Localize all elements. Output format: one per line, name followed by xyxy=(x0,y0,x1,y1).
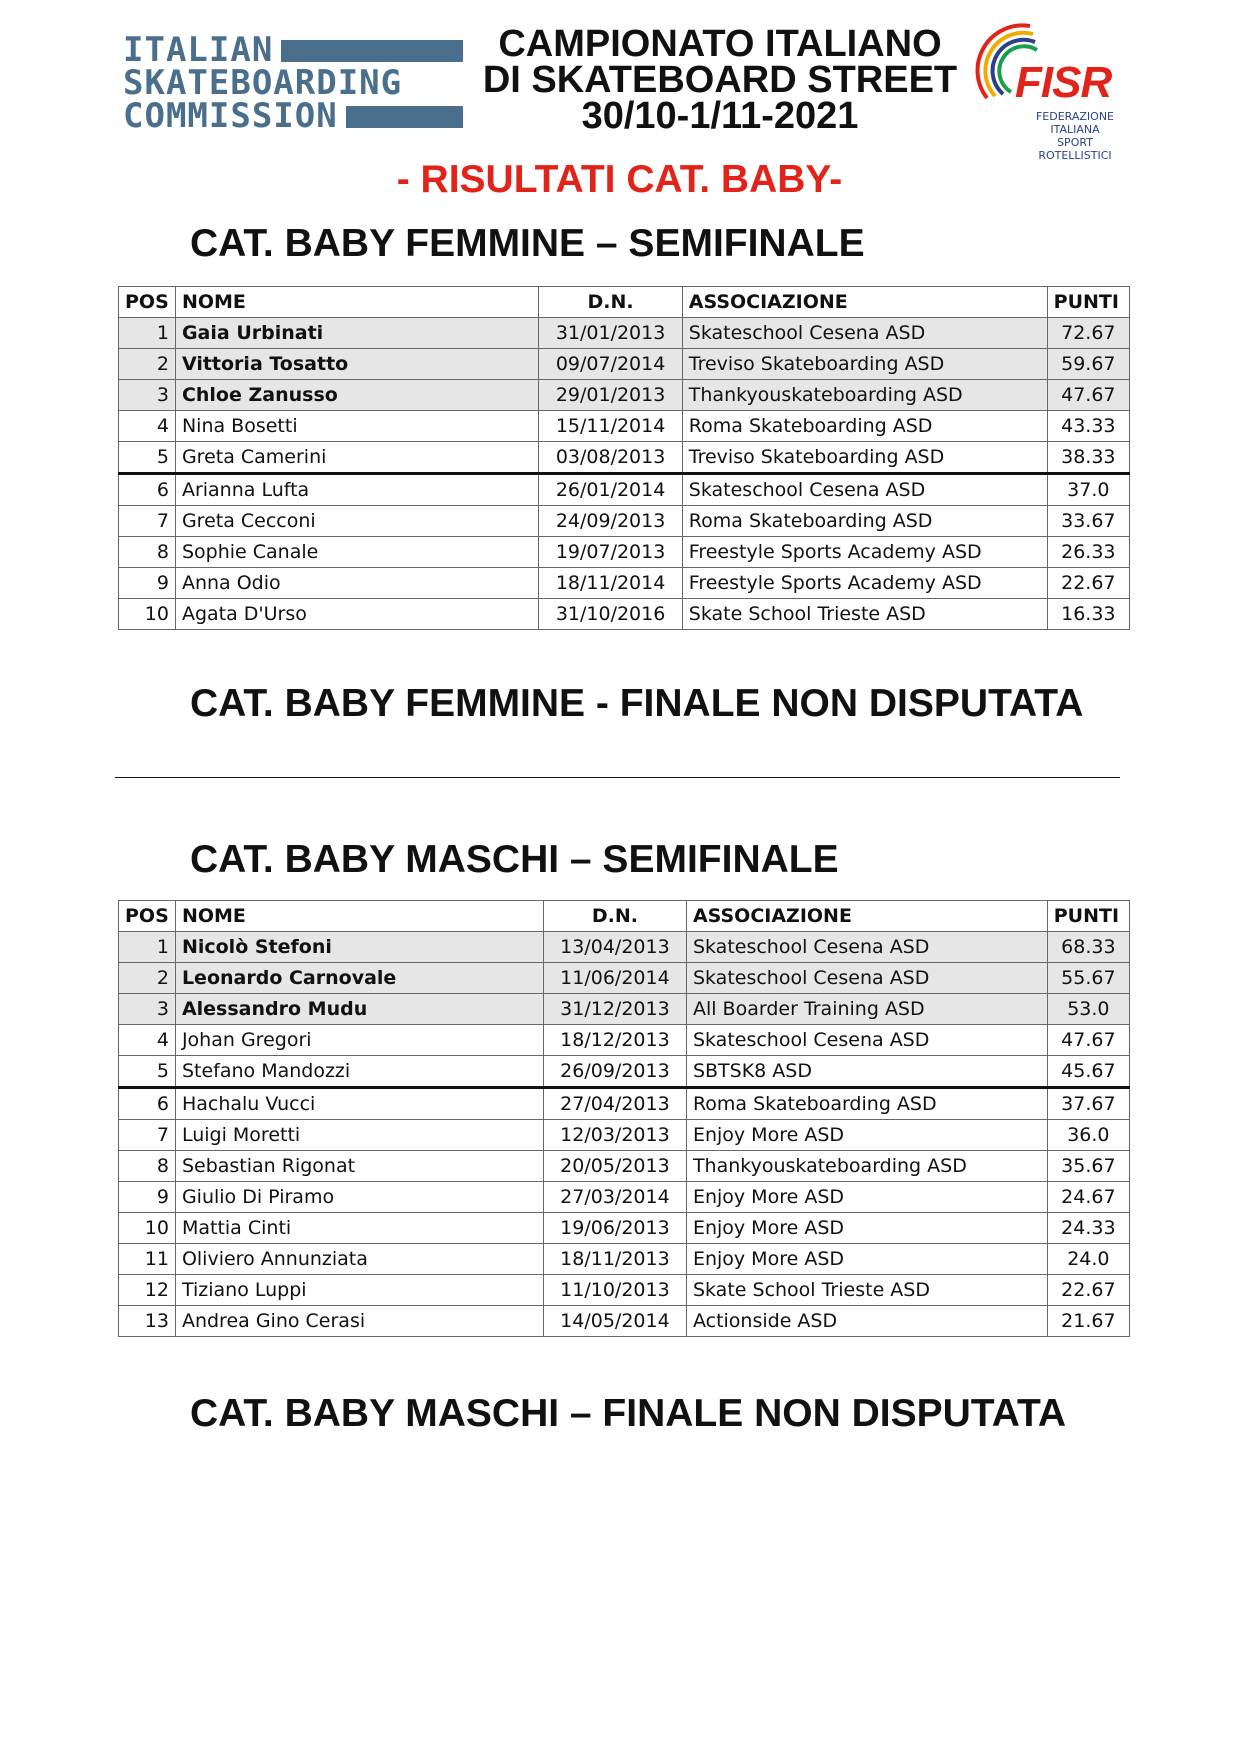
fisr-logo-subtitle xyxy=(1020,110,1130,162)
cell-punti: 37.67 xyxy=(1047,1088,1129,1120)
femmine-results-table xyxy=(118,286,1130,630)
cell-dn: 11/10/2013 xyxy=(543,1275,686,1306)
cell-nome: Andrea Gino Cerasi xyxy=(175,1306,543,1337)
cell-pos: 6 xyxy=(119,1088,176,1120)
column-header-punti: PUNTI xyxy=(1047,901,1129,932)
cell-associazione: Actionside ASD xyxy=(686,1306,1047,1337)
cell-associazione: Skateschool Cesena ASD xyxy=(682,474,1047,506)
cell-dn: 18/12/2013 xyxy=(543,1025,686,1056)
cell-associazione: Treviso Skateboarding ASD xyxy=(682,349,1047,380)
cell-pos: 7 xyxy=(119,1120,176,1151)
cell-nome: Arianna Lufta xyxy=(175,474,538,506)
table-row xyxy=(119,318,1130,349)
cell-associazione: Skateschool Cesena ASD xyxy=(686,932,1047,963)
table-row xyxy=(119,411,1130,442)
cell-punti: 26.33 xyxy=(1047,537,1129,568)
table-row xyxy=(119,1151,1130,1182)
cell-punti: 45.67 xyxy=(1047,1056,1129,1088)
cell-associazione: Roma Skateboarding ASD xyxy=(682,506,1047,537)
cell-associazione: Treviso Skateboarding ASD xyxy=(682,442,1047,474)
cell-punti: 21.67 xyxy=(1047,1306,1129,1337)
cell-punti: 24.67 xyxy=(1047,1182,1129,1213)
cell-nome: Luigi Moretti xyxy=(175,1120,543,1151)
cell-dn: 20/05/2013 xyxy=(543,1151,686,1182)
cell-dn: 26/01/2014 xyxy=(539,474,682,506)
cell-punti: 24.33 xyxy=(1047,1213,1129,1244)
cell-nome: Leonardo Carnovale xyxy=(175,963,543,994)
cell-associazione: Enjoy More ASD xyxy=(686,1182,1047,1213)
table-row xyxy=(119,349,1130,380)
maschi-results-table xyxy=(118,900,1130,1337)
cell-punti: 53.0 xyxy=(1047,994,1129,1025)
column-header-nome: NOME xyxy=(175,287,538,318)
cell-nome: Mattia Cinti xyxy=(175,1213,543,1244)
column-header-pos: POS xyxy=(119,901,176,932)
cell-pos: 2 xyxy=(119,963,176,994)
cell-pos: 8 xyxy=(119,537,176,568)
cell-punti: 33.67 xyxy=(1047,506,1129,537)
isc-logo-word: ITALIAN xyxy=(123,30,274,70)
isc-logo-bar xyxy=(281,40,463,62)
cell-punti: 24.0 xyxy=(1047,1244,1129,1275)
page-header xyxy=(0,0,1239,160)
table-row xyxy=(119,442,1130,474)
cell-nome: Agata D'Urso xyxy=(175,599,538,630)
cell-punti: 37.0 xyxy=(1047,474,1129,506)
cell-punti: 16.33 xyxy=(1047,599,1129,630)
cell-associazione: Roma Skateboarding ASD xyxy=(686,1088,1047,1120)
cell-pos: 4 xyxy=(119,411,176,442)
cell-nome: Sebastian Rigonat xyxy=(175,1151,543,1182)
section-divider xyxy=(115,777,1120,778)
cell-dn: 03/08/2013 xyxy=(539,442,682,474)
cell-nome: Nina Bosetti xyxy=(175,411,538,442)
cell-associazione: Skateschool Cesena ASD xyxy=(682,318,1047,349)
cell-nome: Johan Gregori xyxy=(175,1025,543,1056)
cell-associazione: Skateschool Cesena ASD xyxy=(686,1025,1047,1056)
cell-punti: 36.0 xyxy=(1047,1120,1129,1151)
cell-pos: 11 xyxy=(119,1244,176,1275)
maschi-final-title: CAT. BABY MASCHI – FINALE NON DISPUTATA xyxy=(190,1392,1067,1435)
cell-pos: 9 xyxy=(119,568,176,599)
table-row xyxy=(119,474,1130,506)
cell-nome: Tiziano Luppi xyxy=(175,1275,543,1306)
cell-associazione: Enjoy More ASD xyxy=(686,1244,1047,1275)
cell-associazione: Enjoy More ASD xyxy=(686,1213,1047,1244)
championship-dates: 30/10-1/11-2021 xyxy=(581,95,859,137)
table-row xyxy=(119,1213,1130,1244)
cell-associazione: Skateschool Cesena ASD xyxy=(686,963,1047,994)
cell-dn: 31/01/2013 xyxy=(539,318,682,349)
championship-title-line: DI SKATEBOARD STREET xyxy=(482,59,958,101)
cell-nome: Nicolò Stefoni xyxy=(175,932,543,963)
cell-punti: 55.67 xyxy=(1047,963,1129,994)
table-header-row xyxy=(119,287,1130,318)
cell-nome: Anna Odio xyxy=(175,568,538,599)
cell-dn: 26/09/2013 xyxy=(543,1056,686,1088)
isc-logo-word: COMMISSION xyxy=(123,96,338,136)
cell-punti: 22.67 xyxy=(1047,568,1129,599)
column-header-nome: NOME xyxy=(175,901,543,932)
maschi-semifinal-title: CAT. BABY MASCHI – SEMIFINALE xyxy=(190,838,839,881)
cell-dn: 15/11/2014 xyxy=(539,411,682,442)
cell-pos: 1 xyxy=(119,318,176,349)
cell-pos: 4 xyxy=(119,1025,176,1056)
column-header-associazione: ASSOCIAZIONE xyxy=(682,287,1047,318)
fisr-logo xyxy=(975,18,1125,162)
table-row xyxy=(119,568,1130,599)
cell-associazione: All Boarder Training ASD xyxy=(686,994,1047,1025)
championship-title-line: CAMPIONATO ITALIANO xyxy=(498,23,942,65)
cell-punti: 47.67 xyxy=(1047,380,1129,411)
cell-dn: 09/07/2014 xyxy=(539,349,682,380)
cell-dn: 19/06/2013 xyxy=(543,1213,686,1244)
results-subtitle: - RISULTATI CAT. BABY- xyxy=(396,158,843,201)
isc-logo xyxy=(123,30,463,138)
cell-associazione: Freestyle Sports Academy ASD xyxy=(682,568,1047,599)
table-row xyxy=(119,1306,1130,1337)
cell-dn: 27/04/2013 xyxy=(543,1088,686,1120)
cell-associazione: SBTSK8 ASD xyxy=(686,1056,1047,1088)
cell-punti: 59.67 xyxy=(1047,349,1129,380)
fisr-logo-subtitle-line: FEDERAZIONE ITALIANA xyxy=(1035,110,1115,136)
isc-logo-bar xyxy=(346,106,463,128)
cell-dn: 13/04/2013 xyxy=(543,932,686,963)
table-row xyxy=(119,1120,1130,1151)
cell-nome: Alessandro Mudu xyxy=(175,994,543,1025)
cell-punti: 35.67 xyxy=(1047,1151,1129,1182)
cell-dn: 29/01/2013 xyxy=(539,380,682,411)
cell-dn: 11/06/2014 xyxy=(543,963,686,994)
femmine-table-body xyxy=(119,318,1130,630)
championship-title xyxy=(460,23,980,137)
cell-punti: 68.33 xyxy=(1047,932,1129,963)
isc-logo-word: SKATEBOARDING xyxy=(123,63,403,103)
cell-pos: 5 xyxy=(119,442,176,474)
maschi-table-body xyxy=(119,932,1130,1337)
cell-nome: Greta Camerini xyxy=(175,442,538,474)
cell-associazione: Thankyouskateboarding ASD xyxy=(686,1151,1047,1182)
cell-dn: 27/03/2014 xyxy=(543,1182,686,1213)
column-header-punti: PUNTI xyxy=(1047,287,1129,318)
cell-associazione: Roma Skateboarding ASD xyxy=(682,411,1047,442)
cell-pos: 5 xyxy=(119,1056,176,1088)
femmine-semifinal-title: CAT. BABY FEMMINE – SEMIFINALE xyxy=(190,222,865,265)
cell-pos: 2 xyxy=(119,349,176,380)
table-row xyxy=(119,1244,1130,1275)
cell-dn: 18/11/2013 xyxy=(543,1244,686,1275)
table-row xyxy=(119,1056,1130,1088)
cell-dn: 31/10/2016 xyxy=(539,599,682,630)
cell-pos: 10 xyxy=(119,1213,176,1244)
cell-pos: 9 xyxy=(119,1182,176,1213)
cell-nome: Gaia Urbinati xyxy=(175,318,538,349)
column-header-dn: D.N. xyxy=(539,287,682,318)
fisr-logo-text: FISR xyxy=(1015,58,1112,107)
cell-pos: 7 xyxy=(119,506,176,537)
table-row xyxy=(119,380,1130,411)
table-header-row xyxy=(119,901,1130,932)
cell-pos: 1 xyxy=(119,932,176,963)
table-row xyxy=(119,1275,1130,1306)
cell-nome: Stefano Mandozzi xyxy=(175,1056,543,1088)
table-row xyxy=(119,1025,1130,1056)
cell-pos: 6 xyxy=(119,474,176,506)
cell-dn: 31/12/2013 xyxy=(543,994,686,1025)
table-row xyxy=(119,963,1130,994)
cell-dn: 14/05/2014 xyxy=(543,1306,686,1337)
fisr-logo-subtitle-line: SPORT ROTELLISTICI xyxy=(1038,136,1112,162)
cell-nome: Vittoria Tosatto xyxy=(175,349,538,380)
cell-dn: 24/09/2013 xyxy=(539,506,682,537)
femmine-final-title: CAT. BABY FEMMINE - FINALE NON DISPUTATA xyxy=(190,682,1084,725)
cell-nome: Hachalu Vucci xyxy=(175,1088,543,1120)
table-row xyxy=(119,537,1130,568)
column-header-dn: D.N. xyxy=(543,901,686,932)
table-row xyxy=(119,994,1130,1025)
cell-dn: 18/11/2014 xyxy=(539,568,682,599)
cell-associazione: Freestyle Sports Academy ASD xyxy=(682,537,1047,568)
cell-punti: 43.33 xyxy=(1047,411,1129,442)
cell-associazione: Skate School Trieste ASD xyxy=(686,1275,1047,1306)
cell-associazione: Skate School Trieste ASD xyxy=(682,599,1047,630)
cell-nome: Greta Cecconi xyxy=(175,506,538,537)
cell-nome: Sophie Canale xyxy=(175,537,538,568)
cell-associazione: Thankyouskateboarding ASD xyxy=(682,380,1047,411)
cell-pos: 13 xyxy=(119,1306,176,1337)
column-header-pos: POS xyxy=(119,287,176,318)
cell-punti: 38.33 xyxy=(1047,442,1129,474)
cell-punti: 47.67 xyxy=(1047,1025,1129,1056)
cell-pos: 8 xyxy=(119,1151,176,1182)
cell-punti: 22.67 xyxy=(1047,1275,1129,1306)
table-row xyxy=(119,599,1130,630)
cell-dn: 19/07/2013 xyxy=(539,537,682,568)
cell-associazione: Enjoy More ASD xyxy=(686,1120,1047,1151)
cell-dn: 12/03/2013 xyxy=(543,1120,686,1151)
column-header-associazione: ASSOCIAZIONE xyxy=(686,901,1047,932)
cell-nome: Oliviero Annunziata xyxy=(175,1244,543,1275)
table-row xyxy=(119,932,1130,963)
cell-nome: Chloe Zanusso xyxy=(175,380,538,411)
cell-pos: 3 xyxy=(119,380,176,411)
table-row xyxy=(119,506,1130,537)
cell-pos: 3 xyxy=(119,994,176,1025)
table-row xyxy=(119,1182,1130,1213)
cell-punti: 72.67 xyxy=(1047,318,1129,349)
cell-pos: 10 xyxy=(119,599,176,630)
table-row xyxy=(119,1088,1130,1120)
cell-pos: 12 xyxy=(119,1275,176,1306)
cell-nome: Giulio Di Piramo xyxy=(175,1182,543,1213)
